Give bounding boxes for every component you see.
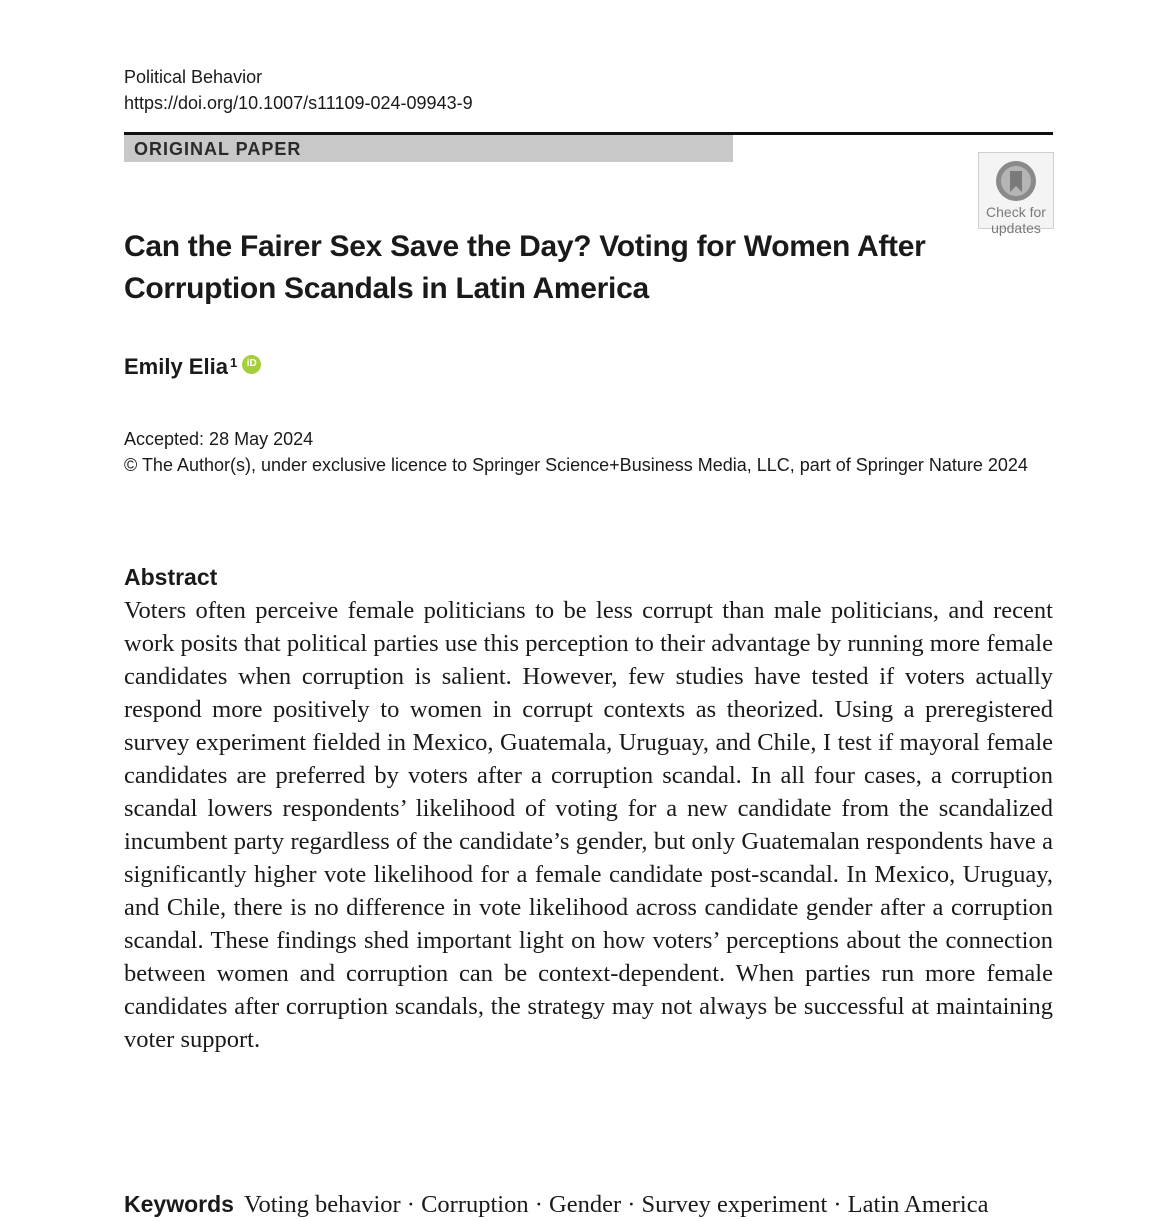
orcid-icon[interactable]: iD (242, 355, 261, 374)
author-line (124, 350, 261, 384)
article-meta (124, 426, 1053, 478)
affiliation-mark: 1 (229, 355, 238, 370)
journal-name: Political Behavior (124, 67, 263, 87)
accepted-date: Accepted: 28 May 2024 (124, 429, 314, 449)
check-updates-line2: updates (991, 220, 1041, 236)
keywords-section (124, 1188, 1053, 1221)
check-for-updates-button[interactable] (978, 152, 1054, 236)
abstract-section (124, 562, 1053, 1056)
copyright-notice: © The Author(s), under exclusive licence to Springer Science+Business Media, LLC, part of Springer Nature 2024 (124, 455, 1028, 475)
keywords-list: Voting behavior · Corruption · Gender · Survey experiment · Latin America (243, 1191, 989, 1218)
check-updates-line1: Check for (986, 204, 1046, 220)
author-name[interactable]: Emily Elia (124, 354, 228, 379)
paper-title: Can the Fairer Sex Save the Day? Voting for Women After Corruption Scandals in Latin America (124, 230, 926, 305)
paper-page (124, 64, 1053, 1218)
keywords-label: Keywords (124, 1191, 234, 1217)
abstract-body: Voters often perceive female politicians to be less corrupt than male politicians, and recent work posits that political parties use this perception to their advantage by running more female candidates when corruption is salient. However, few studies have tested if voters actually respond more positively to women in corrupt contexts as theorized. Using a preregistered survey experiment fielded in Mexico, Guatemala, Uruguay, and Chile, I test if mayoral female candidates are preferred by voters after a corruption scandal. In all four cases, a corruption scandal lowers respondents’ likelihood of voting for a new candidate from the scandalized incumbent party regardless of the candidate’s gender, but only Guatemalan respondents have a significantly higher vote likelihood for a female candidate post-scandal. In Mexico, Uruguay, and Chile, there is no difference in vote likelihood across candidate gender after a corruption scandal. These findings shed important light on how voters’ perceptions about the connection between women and corruption can be context-dependent. When parties run more female candidates after corruption scandals, the strategy may not always be successful at maintaining voter support. (124, 597, 1053, 1053)
abstract-heading: Abstract (124, 564, 218, 590)
bookmark-circle-icon (994, 159, 1038, 203)
doi-link[interactable]: https://doi.org/10.1007/s11109-024-09943-9 (124, 93, 473, 113)
paper-type-banner: ORIGINAL PAPER (124, 135, 733, 162)
